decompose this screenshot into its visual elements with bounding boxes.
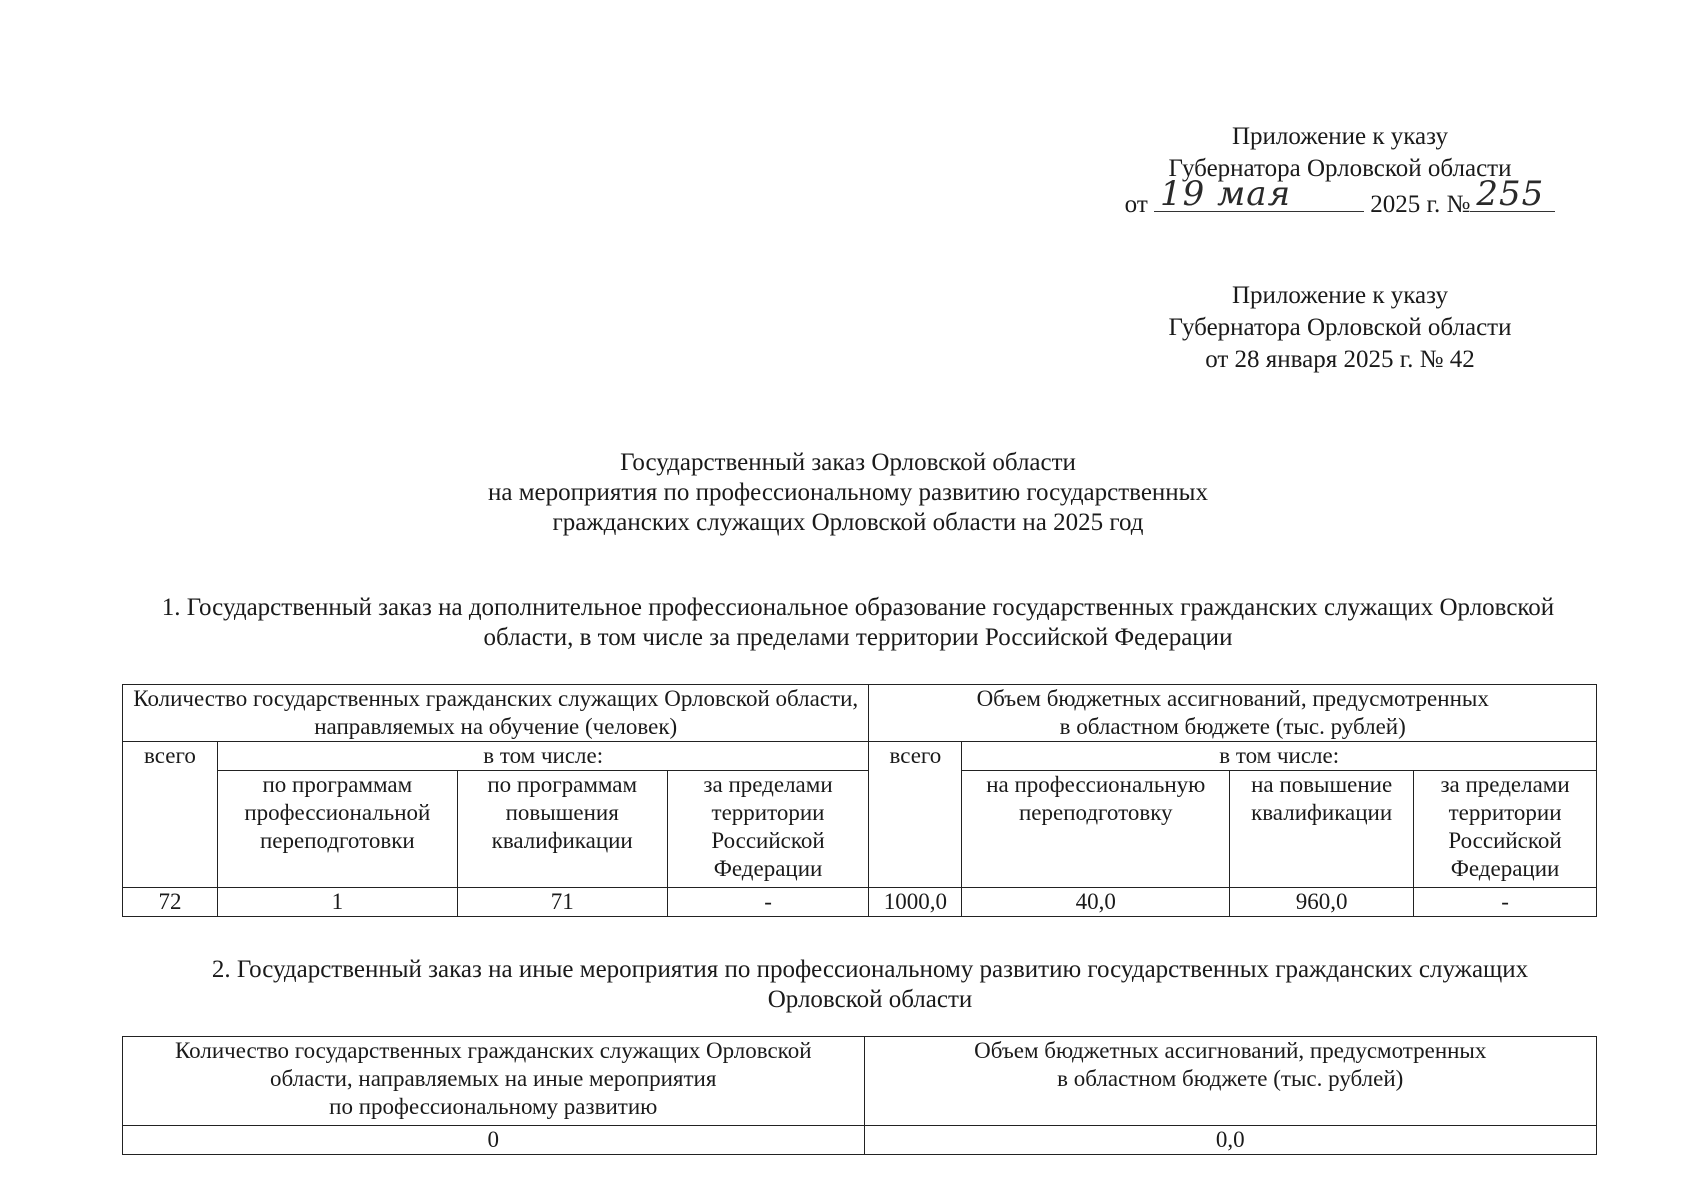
header-line: Количество государственных гражданских служащих Орловской	[174, 1038, 812, 1063]
appendix-line: Приложение к указу	[1231, 282, 1449, 309]
header-total-people: всего	[123, 742, 218, 888]
value-other-events-budget: 0,0	[864, 1126, 1597, 1155]
col-retraining-budget: на профессиональную переподготовку	[962, 771, 1230, 888]
header-line: области, направляемых на иные мероприятия	[270, 1066, 717, 1091]
date-field	[1154, 174, 1364, 214]
number-field	[1470, 174, 1555, 214]
value-abroad-people: -	[667, 888, 869, 917]
year-number-label: 2025 г. №	[1370, 191, 1471, 218]
header-line: Объем бюджетных ассигнований, предусмотренных	[974, 1038, 1487, 1063]
col-retraining-people: по программам профессиональной переподготовки	[217, 771, 457, 888]
header-budget	[869, 685, 1597, 742]
title-line: на мероприятия по профессиональному развитию государственных	[488, 479, 1208, 506]
value-retraining-budget: 40,0	[962, 888, 1230, 917]
appendix-line: Приложение к указу	[1231, 123, 1449, 150]
header-line: по профессиональному развитию	[329, 1094, 658, 1119]
table-row	[123, 1126, 1597, 1155]
col-abroad-budget: за пределами территории Российской Федерации	[1414, 771, 1597, 888]
date-prefix: от	[1124, 191, 1148, 218]
handwritten-number: 255	[1476, 174, 1545, 214]
section2-title-line1: 2. Государственный заказ на иные мероприятия по профессиональному развитию государственных гражданских служащих	[211, 956, 1529, 983]
appendix-header-new	[1110, 121, 1570, 221]
header-budget-line1: Объем бюджетных ассигнований, предусмотренных	[976, 686, 1489, 711]
appendix-date-line	[1110, 174, 1570, 221]
header-total-budget: всего	[869, 742, 962, 888]
header-including-people: в том числе:	[217, 742, 869, 771]
header-line: в областном бюджете (тыс. рублей)	[1057, 1066, 1404, 1091]
value-total-budget: 1000,0	[869, 888, 962, 917]
value-other-events-count: 0	[123, 1126, 865, 1155]
section1-table	[122, 684, 1597, 917]
header-other-events-budget	[864, 1037, 1597, 1126]
value-qualification-budget: 960,0	[1230, 888, 1414, 917]
appendix-line: Губернатора Орловской области	[1168, 314, 1512, 341]
appendix-line: Губернатора Орловской области	[1168, 155, 1512, 182]
col-abroad-people: за пределами территории Российской Федерации	[667, 771, 869, 888]
appendix-line: от 28 января 2025 г. № 42	[1205, 346, 1475, 373]
header-budget-line2: в областном бюджете (тыс. рублей)	[1059, 714, 1406, 739]
appendix-header-old	[1110, 280, 1570, 376]
value-total-people: 72	[123, 888, 218, 917]
value-abroad-budget: -	[1414, 888, 1597, 917]
header-students-count: Количество государственных гражданских служащих Орловской области, направляемых на обучение (человек)	[123, 685, 869, 742]
section2-title	[150, 955, 1590, 1015]
handwritten-date: 19 мая	[1160, 174, 1292, 214]
title-line: Государственный заказ Орловской области	[620, 449, 1076, 476]
section2-table	[122, 1036, 1597, 1155]
section1-title-line2: области, в том числе за пределами территории Российской Федерации	[483, 624, 1233, 651]
value-retraining-people: 1	[217, 888, 457, 917]
document-title	[200, 448, 1496, 538]
section1-title	[118, 593, 1598, 653]
header-including-budget: в том числе:	[962, 742, 1597, 771]
col-qualification-people: по программам повышения квалификации	[457, 771, 667, 888]
title-line: гражданских служащих Орловской области на 2025 год	[552, 509, 1144, 536]
header-other-events-count	[123, 1037, 865, 1126]
section1-title-line1: 1. Государственный заказ на дополнительное профессиональное образование государственных гражданских служащих Орловской	[161, 594, 1555, 621]
col-qualification-budget: на повышение квалификации	[1230, 771, 1414, 888]
section2-title-line2: Орловской области	[767, 986, 973, 1013]
value-qualification-people: 71	[457, 888, 667, 917]
table-row	[123, 888, 1597, 917]
